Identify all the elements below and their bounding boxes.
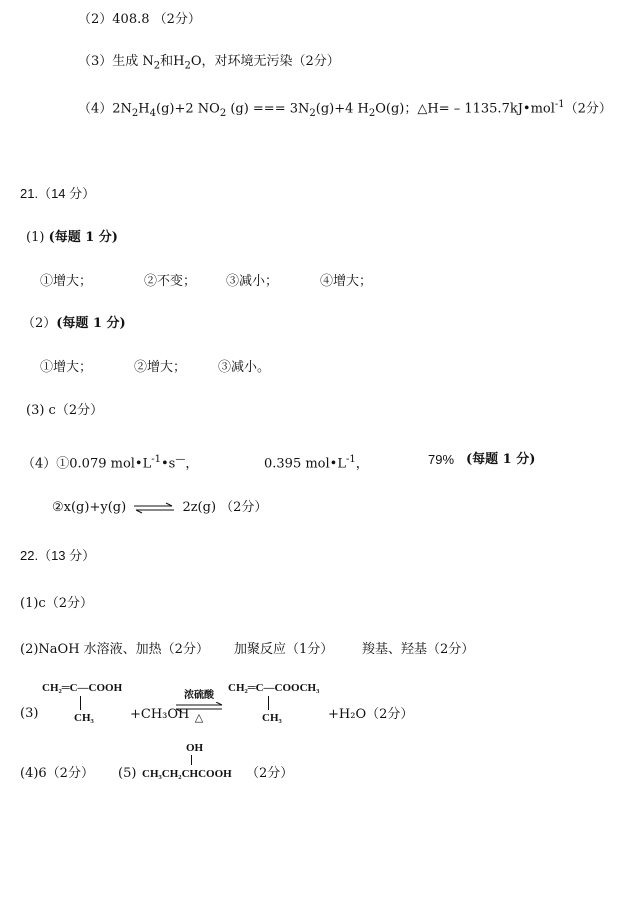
q21-part1-heading — [26, 230, 118, 246]
score-note: (每题 1 分) — [56, 316, 126, 331]
subscript: 2 — [131, 107, 139, 119]
equilibrium-arrow-icon — [132, 502, 176, 514]
q22-part2-c: 羧基、羟基（2分） — [362, 642, 475, 657]
methyl-methacrylate-formula: CH₂═C—COOCH₃ — [228, 682, 320, 694]
subscript: 2 — [309, 107, 316, 119]
answer-20-2: （2）408.8 （2分） — [78, 12, 201, 27]
text: 和H — [160, 54, 185, 69]
water-product: +H₂O（2分） — [328, 707, 414, 722]
subscript: 2 — [368, 107, 376, 119]
bond-line — [191, 755, 192, 765]
q21-part4-line1 — [22, 452, 198, 472]
q22-part4: (4)6（2分） — [20, 766, 94, 781]
q21-part3: (3) c（2分） — [26, 403, 104, 418]
q21-part2-answer-2: ②增大； — [134, 360, 187, 375]
q21-part4-percent: 79% — [428, 452, 455, 467]
q21-part1-answer-4: ④增大； — [320, 274, 373, 289]
reaction-condition — [174, 690, 224, 724]
subscript: 2 — [219, 107, 227, 119]
methanol-reactant: +CH₃OH — [130, 707, 190, 722]
text: （4）2N — [78, 101, 132, 117]
reactants: ②x(g)+y(g) — [52, 500, 127, 515]
subscript: 2 — [153, 60, 161, 72]
methacrylic-acid-methyl: CH₃ — [74, 712, 94, 724]
text: （4）①0.079 mol•L — [22, 456, 152, 472]
methacrylic-acid-formula: CH₂═C—COOH — [42, 682, 123, 694]
text: 0.395 mol•L — [264, 456, 346, 472]
q22-part5-score: （2分） — [246, 766, 294, 781]
hydroxy-acid-formula: CH₃CH₂CHCOOH — [142, 768, 232, 780]
question-21-heading: 21.（14 分） — [20, 186, 96, 201]
q21-part2-heading — [22, 316, 126, 332]
text: ， — [355, 456, 369, 472]
q21-part2-answer-1: ①增大； — [40, 360, 93, 375]
superscript: -1 — [554, 99, 565, 110]
subscript: 2 — [184, 60, 191, 72]
answer-20-4 — [78, 97, 612, 122]
q21-part4-score-note: (每题 1 分) — [466, 452, 536, 467]
superscript: -1 — [345, 454, 356, 465]
q21-part2-answer-3: ③减小。 — [218, 360, 271, 375]
text: (g)+4 H — [315, 101, 369, 117]
q21-part1-answer-3: ③减小； — [226, 274, 279, 289]
q21-part4-equation — [52, 500, 267, 516]
text: O(g)；△H= – 1135.7kJ•mol — [375, 101, 555, 117]
q21-part1-answer-2: ②不变； — [144, 274, 197, 289]
q22-part2-b: 加聚反应（1分） — [234, 642, 334, 657]
text: （2分） — [564, 101, 612, 117]
heat-symbol: △ — [194, 711, 204, 724]
methyl-methacrylate-methyl: CH₃ — [262, 712, 282, 724]
superscript: — — [175, 454, 186, 465]
text: O，对环境无污染（2分） — [190, 54, 340, 69]
q21-part4-value2 — [264, 452, 369, 472]
bond-line — [268, 696, 269, 710]
bond-line — [80, 696, 81, 710]
catalyst-label: 浓硫酸 — [184, 690, 214, 701]
q22-part3-label: (3) — [20, 706, 39, 721]
part-label: （2） — [22, 316, 57, 331]
superscript: -1 — [151, 454, 161, 465]
hydroxyl-group: OH — [186, 742, 204, 754]
part-label: (1) — [26, 230, 45, 245]
products: 2z(g) （2分） — [182, 500, 268, 515]
answer-20-3 — [78, 54, 340, 75]
question-22-heading: 22.（13 分） — [20, 548, 96, 563]
text: H — [138, 101, 150, 117]
q21-part1-answer-1: ①增大； — [40, 274, 93, 289]
q22-part1: (1)c（2分） — [20, 596, 93, 611]
subscript: 4 — [149, 107, 157, 119]
text: (g)+2 NO — [156, 101, 220, 117]
q22-part2-a: (2)NaOH 水溶液、加热（2分） — [20, 642, 209, 657]
text: （3）生成 N — [78, 54, 154, 69]
text: •s — [160, 456, 176, 472]
score-note: (每题 1 分) — [48, 230, 118, 245]
q22-part5-label: (5) — [118, 766, 137, 781]
text: ， — [185, 456, 199, 472]
text: (g) === 3N — [226, 101, 310, 117]
